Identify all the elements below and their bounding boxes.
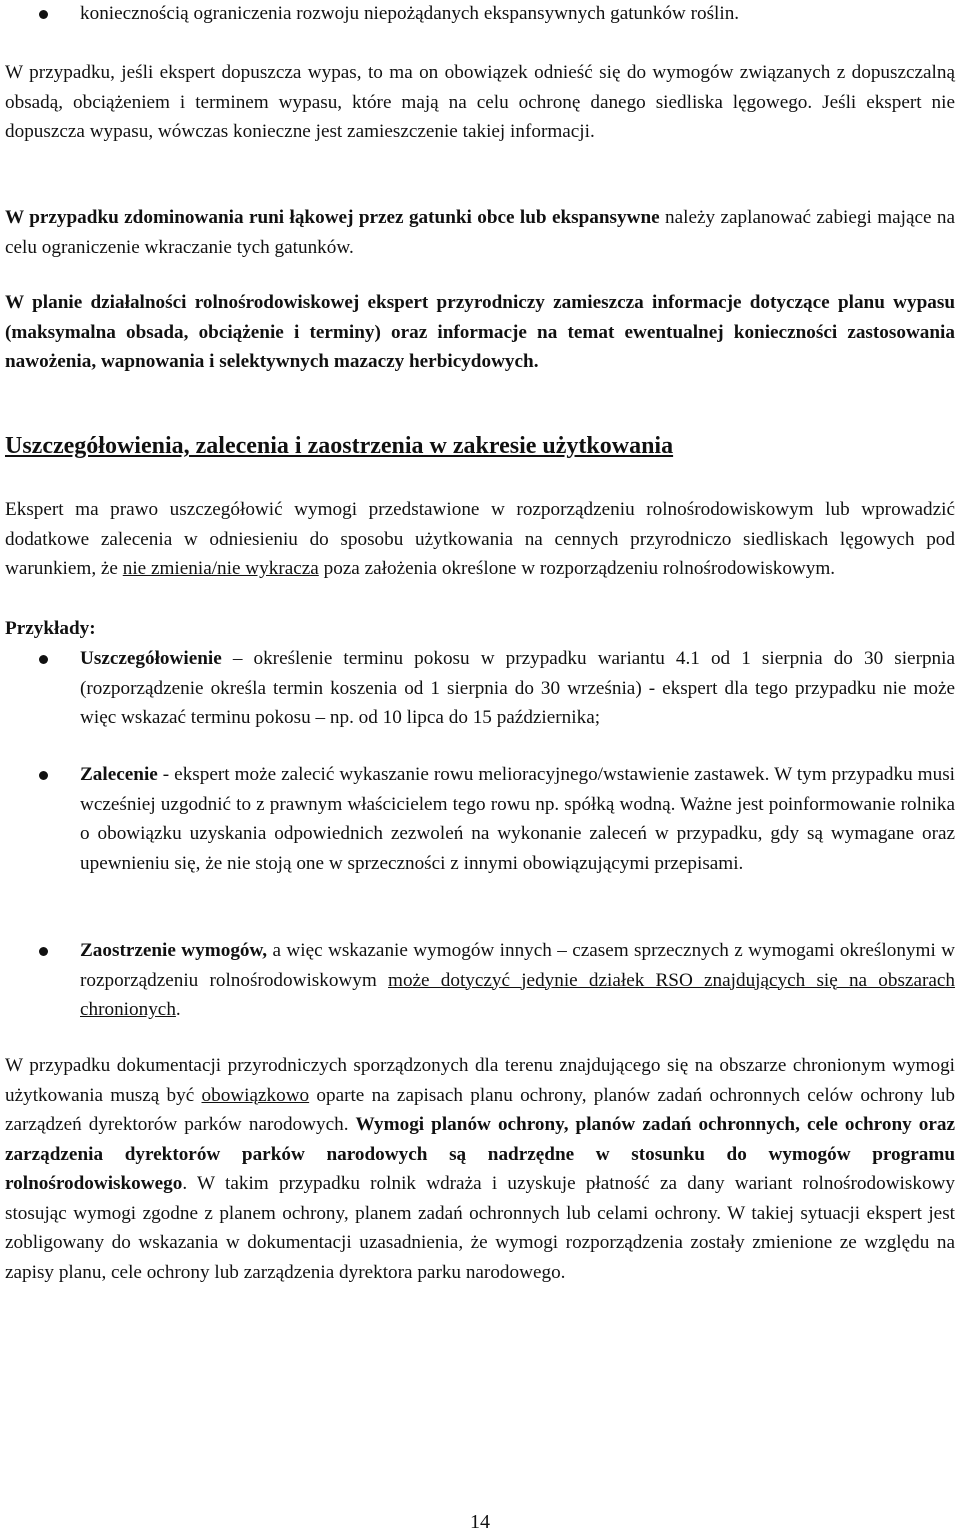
example-term: Zalecenie	[80, 764, 158, 785]
paragraph-protected-text-end: . W takim przypadku rolnik wdraża i uzyskuje płatność za dany wariant rolnośrodowiskowy stosując wymogi zgodne z planem ochrony, planem zadań ochronnych lub celami ochrony. W takiej sytuacji ekspert jest zobligowany do wskazania w dokumentacji uzasadnienia, że wymogi rozporządzenia zostały zmienione ze względu na zapisy planu, cele ochrony lub zarządzenia dyrektora parku narodowego.	[5, 1173, 955, 1283]
paragraph-dominance-rest: należy zaplanować zabiegi mające na celu ograniczenie wkraczanie tych gatunków.	[5, 207, 955, 258]
section-heading: Uszczegółowienia, zalecenia i zaostrzenia w zakresie użytkowania	[5, 433, 674, 459]
paragraph-protected-underline: obowiązkowo	[201, 1084, 310, 1106]
example-tail: .	[175, 999, 181, 1020]
paragraph-protected-text: W przypadku dokumentacji przyrodniczych sporządzonych dla terenu znajdującego się na obszarze chronionym wymogi użytkowania muszą być	[5, 1055, 955, 1106]
example-description: – określenie terminu pokosu w przypadku wariantu 4.1 od 1 sierpnia do 30 sierpnia (rozporządzenie określa termin koszenia od 1 sierpnia do 30 września) - ekspert dla tego przypadku nie może więc wskazać terminu pokosu – np. od 10 lipca do 15 października;	[80, 648, 955, 728]
bullet-icon	[39, 655, 48, 664]
paragraph-dominance-bold: W przypadku zdominowania runi łąkowej przez gatunki obce lub ekspansywne	[5, 207, 660, 228]
paragraph-expert-underline: nie zmienia/nie wykracza	[122, 558, 319, 579]
paragraph-dominance	[5, 203, 955, 262]
example-text	[80, 644, 955, 733]
paragraph-expert-text: Ekspert ma prawo uszczegółowić wymogi przedstawione w rozporządzeniu rolnośrodowiskowym lub wprowadzić dodatkowe zalecenia w odniesieniu do sposobu użytkowania na cennych przyrodniczo siedliskach lęgowych pod warunkiem, że	[5, 499, 955, 579]
example-term: Zaostrzenie wymogów,	[80, 940, 268, 961]
example-underline: może dotyczyć jedynie działek RSO znajdujących się na obszarach chronionych	[80, 969, 955, 1020]
examples-label: Przykłady:	[5, 618, 96, 639]
bullet-icon	[39, 10, 48, 19]
example-text	[80, 936, 955, 1025]
example-text	[80, 760, 955, 878]
page-number: 14	[470, 1511, 490, 1533]
paragraph-protected	[5, 1051, 955, 1287]
example-term: Uszczegółowienie	[80, 648, 222, 669]
bullet-text: koniecznością ograniczenia rozwoju niepożądanych ekspansywnych gatunków roślin.	[80, 3, 740, 24]
example-description: a więc wskazanie wymogów innych – czasem sprzecznych z wymogami określonymi w rozporządzeniu rolnośrodowiskowym	[80, 940, 956, 991]
paragraph-plan: W planie działalności rolnośrodowiskowej ekspert przyrodniczy zamieszcza informacje dotyczące planu wypasu (maksymalna obsada, obciążenie i terminy) oraz informacje na temat ewentualnej konieczności zastosowania nawożenia, wapnowania i selektywnych mazaczy herbicydowych.	[5, 292, 955, 372]
paragraph-expert-text-end: poza założenia określone w rozporządzeniu rolnośrodowiskowym.	[318, 558, 836, 579]
bullet-icon	[39, 947, 48, 956]
paragraph-protected-bold: Wymogi planów ochrony, planów zadań ochronnych, cele ochrony oraz zarządzenia dyrektorów parków narodowych są nadrzędne w stosunku do wymogów programu rolnośrodowiskowego	[5, 1114, 955, 1194]
example-description: - ekspert może zalecić wykaszanie rowu melioracyjnego/wstawienie zastawek. W tym przypadku musi wcześniej uzgodnić to z prawnym właścicielem tego rowu np. spółką wodną. Ważne jest poinformowanie rolnika o obowiązku uzyskania odpowiednich zezwoleń na wykonanie zaleceń w przypadku, gdy są wymagane oraz upewnieniu się, że nie stoją one w sprzeczności z innymi obowiązującymi przepisami.	[80, 764, 955, 874]
paragraph-expert	[5, 495, 955, 584]
paragraph-protected-text-mid: oparte na zapisach planu ochrony, planów zadań ochronnych celów ochrony lub zarządzeń dyrektorów parków narodowych.	[5, 1084, 955, 1135]
bullet-icon	[39, 771, 48, 780]
paragraph-grazing: W przypadku, jeśli ekspert dopuszcza wypas, to ma on obowiązek odnieść się do wymogów związanych z dopuszczalną obsadą, obciążeniem i terminem wypasu, które mają na celu ochronę danego siedliska lęgowego. Jeśli ekspert nie dopuszcza wypasu, wówczas konieczne jest zamieszczenie takiej informacji.	[5, 62, 955, 142]
